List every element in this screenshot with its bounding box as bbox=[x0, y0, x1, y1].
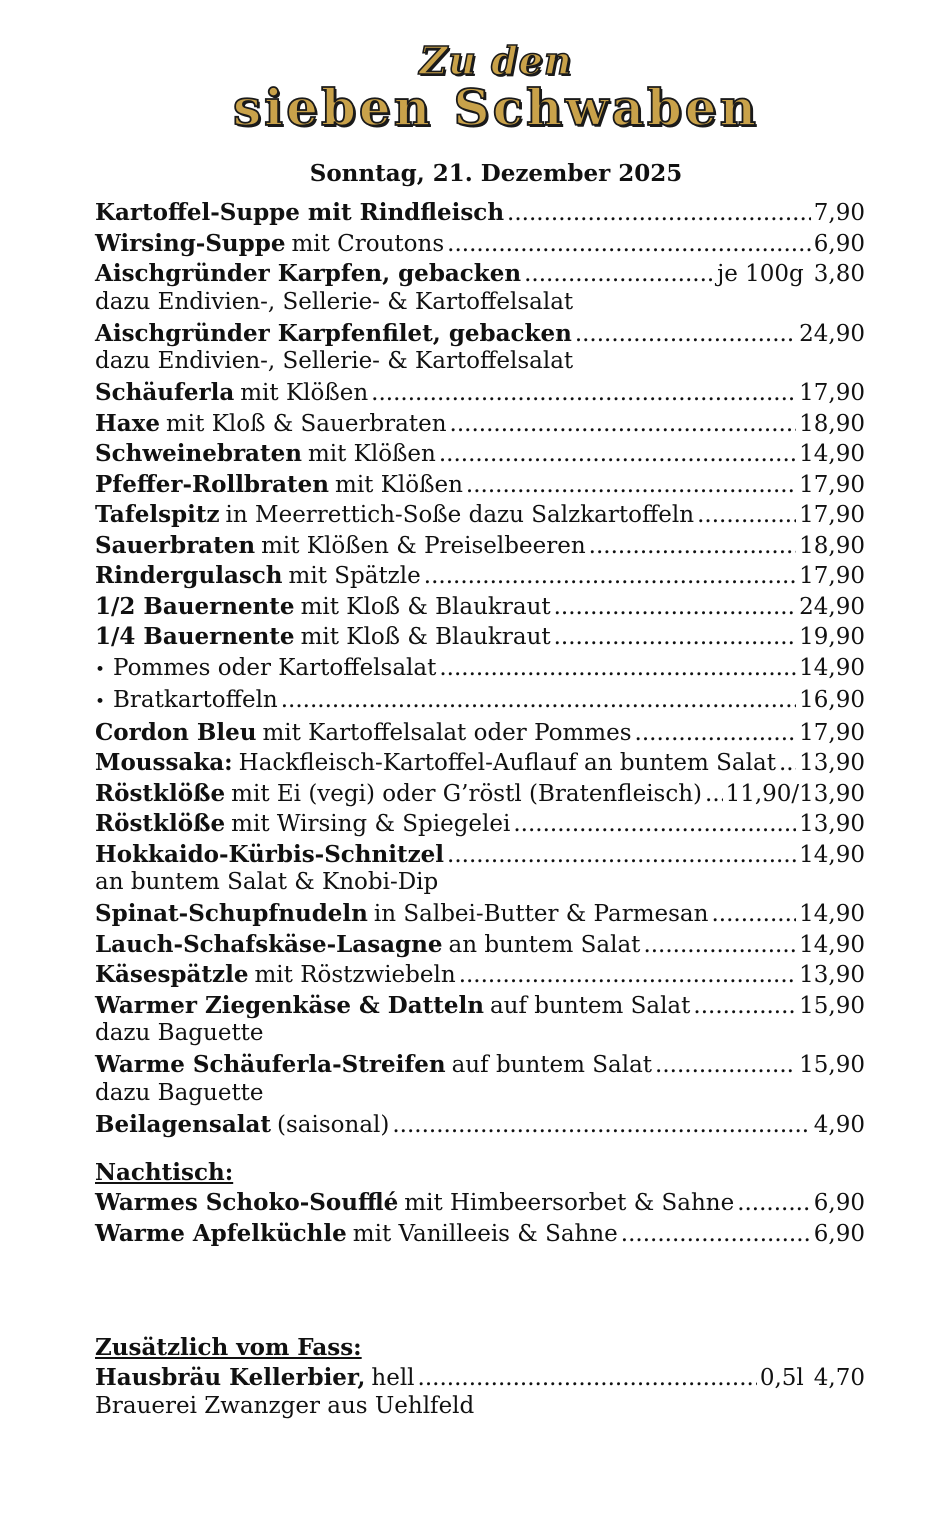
item-price: 24,90 bbox=[799, 320, 865, 347]
item-description: auf buntem Salat bbox=[451, 1052, 653, 1078]
item-name: Käsespätzle bbox=[95, 961, 249, 988]
item-description: mit Kartoffelsalat oder Pommes bbox=[262, 719, 632, 746]
item-price: 3,80 bbox=[813, 261, 865, 287]
item-name: Röstklöße bbox=[95, 779, 226, 807]
dot-leader bbox=[737, 1188, 811, 1219]
item-price: 17,90 bbox=[799, 563, 865, 589]
menu-item bbox=[95, 198, 865, 229]
dot-leader bbox=[466, 470, 796, 501]
menu-item bbox=[95, 229, 865, 260]
item-price: 18,90 bbox=[799, 410, 865, 437]
beer-list bbox=[95, 1363, 865, 1421]
menu-item bbox=[95, 1363, 865, 1394]
item-name: Rindergulasch bbox=[95, 562, 283, 589]
menu-item bbox=[95, 500, 865, 531]
dot-leader bbox=[447, 229, 811, 260]
item-price: 6,90 bbox=[813, 1220, 865, 1247]
item-name: Spinat-Schupfnudeln bbox=[95, 900, 368, 927]
dot-leader bbox=[635, 718, 797, 749]
beer-heading: Zusätzlich vom Fass: bbox=[95, 1334, 362, 1361]
item-name: Hokkaido-Kürbis-Schnitzel bbox=[95, 840, 445, 868]
item-description: mit Wirsing & Spiegelei bbox=[231, 811, 511, 837]
item-unit: je 100g bbox=[717, 261, 804, 287]
item-price: 4,90 bbox=[813, 1111, 865, 1138]
item-description: in Meerrettich-Soße dazu Salzkartoffeln bbox=[225, 502, 695, 528]
item-subtext: dazu Endivien-, Sellerie- & Kartoffelsalat bbox=[95, 348, 574, 374]
dot-leader bbox=[507, 198, 811, 229]
restaurant-logo bbox=[95, 0, 865, 140]
menu-item bbox=[95, 259, 865, 290]
item-price: 6,90 bbox=[813, 230, 865, 257]
dot-leader bbox=[779, 748, 796, 779]
item-description: mit Kloß & Blaukraut bbox=[300, 593, 551, 620]
item-name: Tafelspitz bbox=[95, 501, 220, 528]
item-price: 15,90 bbox=[799, 1052, 865, 1078]
item-price: 14,90 bbox=[799, 654, 865, 681]
item-name: Pfeffer-Rollbraten bbox=[95, 470, 330, 498]
menu-item bbox=[95, 685, 865, 718]
dot-leader bbox=[418, 1363, 757, 1394]
menu-item bbox=[95, 531, 865, 562]
item-subtext: Brauerei Zwanzger aus Uehlfeld bbox=[95, 1392, 475, 1419]
dot-leader bbox=[643, 930, 796, 961]
dot-leader bbox=[447, 840, 796, 871]
item-description: (saisonal) bbox=[277, 1111, 390, 1138]
menu-item bbox=[95, 718, 865, 749]
menu-item bbox=[95, 960, 865, 991]
item-description: mit Himbeersorbet & Sahne bbox=[404, 1190, 735, 1216]
item-price: 14,90 bbox=[799, 931, 865, 958]
item-price: 17,90 bbox=[799, 380, 865, 406]
item-name: 1/2 Bauernente bbox=[95, 592, 295, 620]
menu-item bbox=[95, 470, 865, 501]
menu-item bbox=[95, 748, 865, 779]
item-name: Aischgründer Karpfenfilet, gebacken bbox=[95, 319, 572, 347]
item-description: Hackfleisch-Kartoffel-Auflauf an buntem Salat bbox=[238, 750, 776, 776]
dot-leader bbox=[424, 561, 796, 592]
item-price: 17,90 bbox=[799, 471, 865, 498]
item-price: 17,90 bbox=[799, 719, 865, 746]
bullet-marker: • bbox=[95, 692, 106, 712]
menu-item bbox=[95, 991, 865, 1022]
item-description: in Salbei-Butter & Parmesan bbox=[373, 901, 709, 927]
dot-leader bbox=[575, 319, 796, 350]
item-description: mit Croutons bbox=[291, 230, 445, 257]
dot-leader bbox=[439, 653, 796, 684]
item-description: Pommes oder Kartoffelsalat bbox=[113, 654, 437, 681]
dot-leader bbox=[459, 960, 796, 991]
item-name: Cordon Bleu bbox=[95, 718, 257, 746]
main-dishes-list bbox=[95, 198, 865, 1140]
menu-item bbox=[95, 592, 865, 623]
item-name: Kartoffel-Suppe mit Rindfleisch bbox=[95, 199, 505, 226]
dot-leader bbox=[621, 1219, 811, 1250]
dessert-heading: Nachtisch: bbox=[95, 1159, 234, 1186]
item-subtext: dazu Baguette bbox=[95, 1020, 264, 1046]
dot-leader bbox=[281, 685, 796, 716]
item-description: mit Kloß & Sauerbraten bbox=[165, 410, 447, 437]
item-subtext: dazu Baguette bbox=[95, 1079, 264, 1106]
item-name: Haxe bbox=[95, 409, 160, 437]
item-name: Aischgründer Karpfen, gebacken bbox=[95, 260, 522, 287]
item-description: Bratkartoffeln bbox=[113, 687, 278, 713]
dot-leader bbox=[371, 378, 796, 409]
menu-item bbox=[95, 653, 865, 686]
item-name: Schäuferla bbox=[95, 379, 235, 406]
item-description: mit Klößen bbox=[240, 380, 369, 406]
item-name: Wirsing-Suppe bbox=[95, 229, 286, 257]
item-description: auf buntem Salat bbox=[489, 992, 691, 1019]
item-price: 6,90 bbox=[813, 1190, 865, 1216]
menu-item bbox=[95, 930, 865, 961]
menu-item bbox=[95, 1050, 865, 1081]
item-price: 17,90 bbox=[799, 502, 865, 528]
item-price: 14,90 bbox=[799, 841, 865, 868]
dot-leader bbox=[589, 531, 797, 562]
item-price: 13,90 bbox=[799, 962, 865, 988]
dot-leader bbox=[439, 439, 796, 470]
item-name: Warme Apfelküchle bbox=[95, 1219, 347, 1247]
dot-leader bbox=[693, 991, 796, 1022]
item-name: Beilagensalat bbox=[95, 1110, 272, 1138]
item-description: mit Klößen & Preiselbeeren bbox=[261, 532, 586, 559]
item-name: Warmes Schoko-Soufflé bbox=[95, 1189, 399, 1216]
dot-leader bbox=[655, 1050, 796, 1081]
item-price: 19,90 bbox=[799, 624, 865, 650]
menu-item bbox=[95, 1188, 865, 1219]
menu-item bbox=[95, 779, 865, 810]
item-description: hell bbox=[371, 1365, 415, 1391]
logo-line-1: Zu den bbox=[419, 38, 573, 83]
item-subtext: an buntem Salat & Knobi-Dip bbox=[95, 869, 439, 895]
item-name: Moussaka: bbox=[95, 749, 233, 776]
menu-item bbox=[95, 1110, 865, 1141]
item-name: Röstklöße bbox=[95, 810, 226, 837]
dot-leader bbox=[705, 779, 723, 810]
item-name: Warmer Ziegenkäse & Datteln bbox=[95, 991, 484, 1019]
bullet-marker: • bbox=[95, 659, 106, 680]
item-description: mit Ei (vegi) oder G’röstl (Bratenfleisch) bbox=[231, 780, 703, 807]
dot-leader bbox=[554, 622, 797, 653]
item-description: mit Spätzle bbox=[288, 563, 421, 589]
item-price: 15,90 bbox=[799, 992, 865, 1019]
dot-leader bbox=[697, 500, 796, 531]
item-name: Warme Schäuferla-Streifen bbox=[95, 1051, 446, 1078]
item-price: 18,90 bbox=[799, 532, 865, 559]
item-price: 11,90/13,90 bbox=[725, 780, 865, 807]
menu-item bbox=[95, 561, 865, 592]
dot-leader bbox=[554, 592, 797, 623]
item-description: mit Kloß & Blaukraut bbox=[300, 624, 551, 650]
dot-leader bbox=[392, 1110, 810, 1141]
item-name: Hausbräu Kellerbier, bbox=[95, 1364, 366, 1391]
menu-item bbox=[95, 809, 865, 840]
menu-item bbox=[95, 378, 865, 409]
item-subtext: dazu Endivien-, Sellerie- & Kartoffelsalat bbox=[95, 288, 574, 315]
dessert-list bbox=[95, 1188, 865, 1249]
item-price: 7,90 bbox=[813, 200, 865, 226]
item-description: mit Vanilleeis & Sahne bbox=[352, 1220, 618, 1247]
item-name: Schweinebraten bbox=[95, 440, 302, 467]
menu-item bbox=[95, 899, 865, 930]
item-name: Sauerbraten bbox=[95, 531, 256, 559]
item-price: 13,90 bbox=[799, 811, 865, 837]
menu-item bbox=[95, 840, 865, 871]
dot-leader bbox=[711, 899, 796, 930]
menu-item bbox=[95, 439, 865, 470]
item-unit: 0,5l bbox=[759, 1365, 804, 1391]
logo-line-2: sieben Schwaben bbox=[233, 78, 759, 137]
menu-item bbox=[95, 319, 865, 350]
item-description: an buntem Salat bbox=[448, 931, 641, 958]
item-name: 1/4 Bauernente bbox=[95, 623, 295, 650]
menu-item bbox=[95, 409, 865, 440]
menu-item bbox=[95, 622, 865, 653]
item-price: 16,90 bbox=[799, 687, 865, 713]
item-price: 14,90 bbox=[799, 901, 865, 927]
dot-leader bbox=[524, 259, 714, 290]
item-description: mit Röstzwiebeln bbox=[254, 962, 456, 988]
item-name: Lauch-Schafskäse-Lasagne bbox=[95, 930, 443, 958]
item-price: 24,90 bbox=[799, 593, 865, 620]
item-description: mit Klößen bbox=[335, 471, 463, 498]
item-price: 14,90 bbox=[799, 441, 865, 467]
item-price: 13,90 bbox=[799, 750, 865, 776]
dot-leader bbox=[450, 409, 797, 440]
menu-date: Sonntag, 21. Dezember 2025 bbox=[309, 160, 683, 187]
dot-leader bbox=[513, 809, 796, 840]
item-description: mit Klößen bbox=[307, 441, 436, 467]
menu-item bbox=[95, 1219, 865, 1250]
item-price: 4,70 bbox=[813, 1365, 865, 1391]
